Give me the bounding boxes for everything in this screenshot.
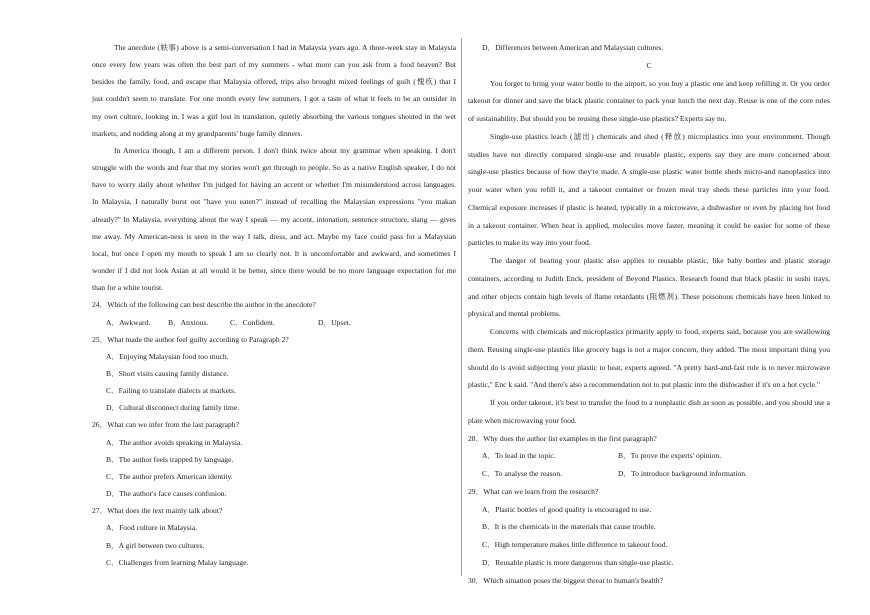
paragraph-line: struggle with the words and fear that my stories won't get through to people. So as a native English speaker, I do not [92,163,456,173]
paragraph-line: them. Reusing single-use plastics like grocery bags is not a major concern, they added. The most important thing you [468,344,830,354]
paragraph-line: once every few years was often the best part of my summers - what more can you ask from a food heaven? But [92,60,456,70]
left-column [92,39,456,571]
question-block [92,296,456,330]
passage-paragraph [468,394,830,430]
passage-paragraph [468,128,830,252]
paragraph-line: of sustainability. But should you be reusing these single-use plastics? Experts say no. [468,114,727,123]
answer-option[interactable]: B．The author feels trapped by language. [106,454,234,464]
paragraph-line: plastic," Enc k said. "And there's also a recommendation not to put plastic into the dishwasher if it's on a hot cycle." [468,380,820,390]
options-row [468,447,830,465]
answer-option[interactable]: C．Challenges from learning Malay language. [106,557,249,567]
paragraph-line: In Malaysia, I naturally burst out "have you eaten?" instead of recalling the Malaysian expressions "you makan [92,197,456,207]
paragraph-line: in a takeout container. When heat is applied, molecules move faster, meaning it could be easier for some of these [468,220,830,230]
paragraph-line: Single-use plastics leach (滤出) chemicals and shed (释放) microplastics into your environment. Though [490,131,830,141]
passage-paragraph [92,142,456,296]
question-block [92,502,456,571]
paragraph-line: single-use plastics because of how they're made. A single-use plastic water bottle sheds micro-and nanoplastics into [468,167,830,177]
paragraph-line: just couldn't seem to translate. For one month every few summers, I got a taste of what it feels to be an outsider in [92,94,456,104]
question-block [468,572,830,590]
answer-option[interactable]: D．To introduce background information. [618,469,747,478]
question-text: What does the text mainly talk about? [107,506,223,516]
passage-paragraph [92,39,456,142]
paragraph-line: containers, according to Judith Enck, president of Beyond Plastics. Research found that black plastic in sushi trays, [468,273,830,283]
question-number: 27． [92,506,108,516]
paragraph-line: If you order takeout, it's best to transfer the food to a nonplastic dish as soon as possible, and you should use a [490,398,830,407]
paragraph-line: studies have not directly compared single-use and reusable plastic, experts say they are more concerned about [468,149,830,159]
answer-option[interactable]: A．Enjoying Malaysian food too much. [106,351,229,361]
paragraph-line: takeout for dinner and save the black plastic container to pack your lunch the next day. Reuse is one of the core rules [468,96,830,106]
question-number: 25． [92,334,108,344]
right-column [468,39,830,589]
passage-paragraph [468,323,830,394]
passage-paragraph [468,75,830,128]
question-block [92,416,456,502]
answer-option[interactable]: C．High temperature makes little difference to takeout food. [482,540,668,549]
paragraph-line: your water when you refill it, and a takeout container or frozen meal tray sheds these particles into your food. [468,185,830,194]
continued-option[interactable]: D．Differences between American and Malaysian cultures. [482,43,664,52]
paragraph-line: besides the family, food, and escape that Malaysia offered, trips also brought mixed feelings of guilt (愧疚) that I [92,77,456,87]
question-number: 29． [468,486,484,496]
answer-option[interactable]: D．The author's face causes confusion. [106,489,227,499]
answer-option[interactable]: A．Awkward. [106,317,151,327]
answer-option[interactable]: C．Failing to translate dialects at markets. [106,386,236,396]
paragraph-line: You forget to bring your water bottle to the airport, so you buy a plastic one and keep refilling it. Or you order [490,78,830,88]
answer-option[interactable]: C．The author prefers American identity. [106,471,233,481]
question-text: Which of the following can best describe the author in the anecdote? [107,300,316,310]
paragraph-line: my own culture, looking in. I was a girl lost in translation, quietly absorbing the various tongues shouted in the wet [92,111,456,121]
answer-option[interactable]: D．Cultural disconnect during family time. [106,403,240,413]
paragraph-line: plate when microwaving your food. [468,415,577,425]
column-divider [461,38,462,576]
question-stem [92,502,456,519]
section-label: C [646,60,652,70]
question-number: 24． [92,300,108,310]
question-block [468,430,830,483]
answer-option[interactable]: B．It is the chemicals in the materials that cause trouble. [482,522,656,532]
question-text: Which situation poses the biggest threat to human's health? [483,575,663,585]
answer-option[interactable]: B．Anxious. [168,317,209,327]
question-text: What made the author feel guilty according to Paragraph 2? [107,334,289,344]
question-block [468,483,830,572]
answer-option[interactable]: B．Short visits causing family distance. [106,368,229,378]
question-number: 30． [468,575,484,585]
question-block [92,331,456,417]
paragraph-line: me away. My American-ness is seen in the way I talk, dress, and act. Maybe my face could pass for a Malaysian [92,231,456,241]
options-row [92,314,456,331]
paragraph-line: and other objects contain high levels of flame retardants (阻燃剂). These poisonous chemicals have been linked to [468,291,830,301]
question-stem [92,296,456,313]
paragraph-line: than for a white tourist. [92,283,164,293]
question-stem [92,331,456,348]
question-number: 26． [92,420,108,430]
options-row [468,465,830,483]
answer-option[interactable]: B．To prove the experts' opinion. [618,451,722,461]
passage-paragraph [468,252,830,323]
answer-option[interactable]: C．Confident. [230,317,275,327]
paragraph-line: In America though, I am a different person. I don't think twice about my grammar when speaking. I don't [114,145,456,155]
paragraph-line: particles to make its way into your food. [468,238,591,248]
question-stem [468,572,830,590]
paragraph-line: markets, and nodding along at my grandparents' huge family dinners. [92,128,303,138]
paragraph-line: Chemical exposure increases if plastic is heated, typically in a microwave, a dishwasher or even by placing hot food [468,202,830,212]
question-stem [92,416,456,433]
answer-option[interactable]: D．Upset. [318,317,351,327]
question-text: What can we learn from the research? [483,486,599,496]
paragraph-line: local, but once I open my mouth to speak I am so clearly not. It is uncomfortable and awkward, and sometimes I [92,248,456,258]
paragraph-line: Concerns with chemicals and microplastics primarily apply to food, experts said, because you are swallowing [490,327,830,336]
paragraph-line: physical and mental problems. [468,309,561,319]
paragraph-line: should do is avoid subjecting your plastic to heat, experts agreed. "A pretty hard-and-fast rule is to never microwave [468,362,830,372]
question-text: Why does the author list examples in the first paragraph? [483,433,657,443]
answer-option[interactable]: B．A girl between two cultures. [106,540,205,550]
question-stem [468,483,830,501]
question-number: 28． [468,433,484,443]
paragraph-line: The anecdote (轶事) above is a semi-conversation I had in Malaysia years ago. A three-week stay in Malaysia [114,43,456,52]
answer-option[interactable]: D．Reusable plastic is more dangerous than single-use plastic. [482,557,674,567]
question-stem [468,430,830,448]
answer-option[interactable]: A．The author avoids speaking in Malaysia. [106,437,243,447]
paragraph-line: already?" In Malaysia, everything about the way I speak — my accent, intonation, sentence structure, slang — gives [92,214,456,224]
paragraph-line: The danger of heating your plastic also applies to reusable plastic, like baby bottles and plastic storage [490,256,830,265]
answer-option[interactable]: A．Plastic bottles of good quality is encouraged to use. [482,504,652,514]
paragraph-line: wonder if I did not look Asian at all would it be better, since there would be no more language expectation for me [92,266,456,276]
question-text: What can we infer from the last paragraph? [107,420,239,430]
answer-option[interactable]: C．To analyse the reason. [482,469,563,478]
answer-option[interactable]: A．Food culture in Malaysia. [106,523,198,533]
answer-option[interactable]: A．To lead in the topic. [482,451,556,461]
paragraph-line: have to worry daily about whether I'm judged for having an accent or whether I'm misunderstood across languages. [92,180,456,190]
